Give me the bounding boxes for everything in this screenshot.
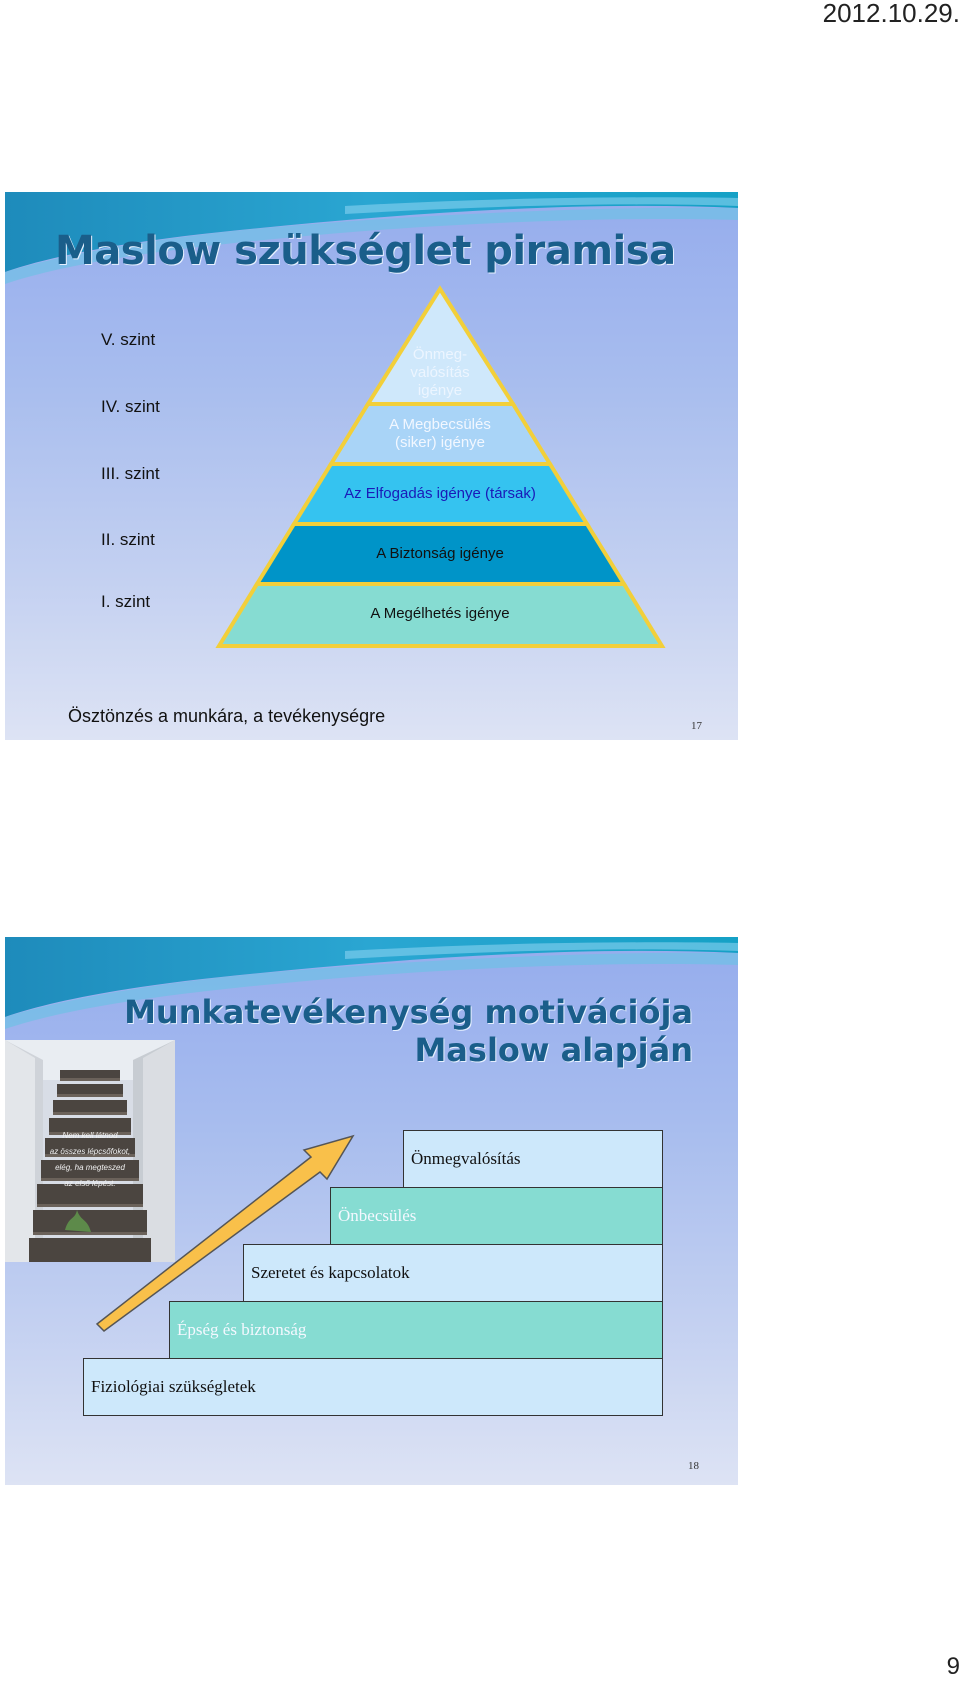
slide-maslow-pyramid: [5, 192, 738, 740]
photo-text-line-2: az összes lépcsőfokot,: [49, 1147, 131, 1156]
step-self-esteem: Önbecsülés: [330, 1187, 663, 1245]
slide-work-motivation: [5, 937, 738, 1485]
level-label-5: V. szint: [101, 330, 156, 349]
level-label-1: I. szint: [101, 592, 151, 611]
photo-text-line-3: elég, ha megteszed: [55, 1163, 125, 1172]
step-physiological: Fiziológiai szükségletek: [83, 1358, 663, 1416]
slide-title: Maslow szükséglet piramisa: [55, 228, 676, 274]
page-date: 2012.10.29.: [822, 0, 960, 28]
level-label-3: III. szint: [101, 464, 160, 483]
level-label-2: II. szint: [101, 530, 155, 549]
page-number: 9: [946, 1653, 960, 1680]
pyramid-text-level-3: Az Elfogadás igénye (társak): [344, 485, 536, 502]
pyramid-text-level-1: A Megélhetés igénye: [370, 605, 510, 622]
step-self-actualization: Önmegvalósítás: [403, 1130, 663, 1188]
slide-title: Munkatevékenység motivációja Maslow alapján: [124, 993, 693, 1069]
photo-text-line-1: Nem kell látnod: [62, 1131, 118, 1140]
photo-text-line-4: az első lépést.: [64, 1179, 116, 1188]
slide-number: 18: [688, 1460, 699, 1472]
slide-number: 17: [691, 720, 702, 732]
step-safety: Épség és biztonság: [169, 1301, 663, 1359]
level-label-4: IV. szint: [101, 397, 160, 416]
maslow-pyramid: [5, 192, 738, 740]
step-love-belonging: Szeretet és kapcsolatok: [243, 1244, 663, 1302]
pyramid-text-level-2: A Biztonság igénye: [376, 545, 504, 562]
slide-footer-text: Ösztönzés a munkára, a tevékenységre: [68, 706, 386, 726]
pyramid-text-level-4: A Megbecsülés (siker) igénye: [389, 416, 491, 451]
pyramid-text-apex: Önmeg- valósítás igénye: [410, 346, 470, 399]
